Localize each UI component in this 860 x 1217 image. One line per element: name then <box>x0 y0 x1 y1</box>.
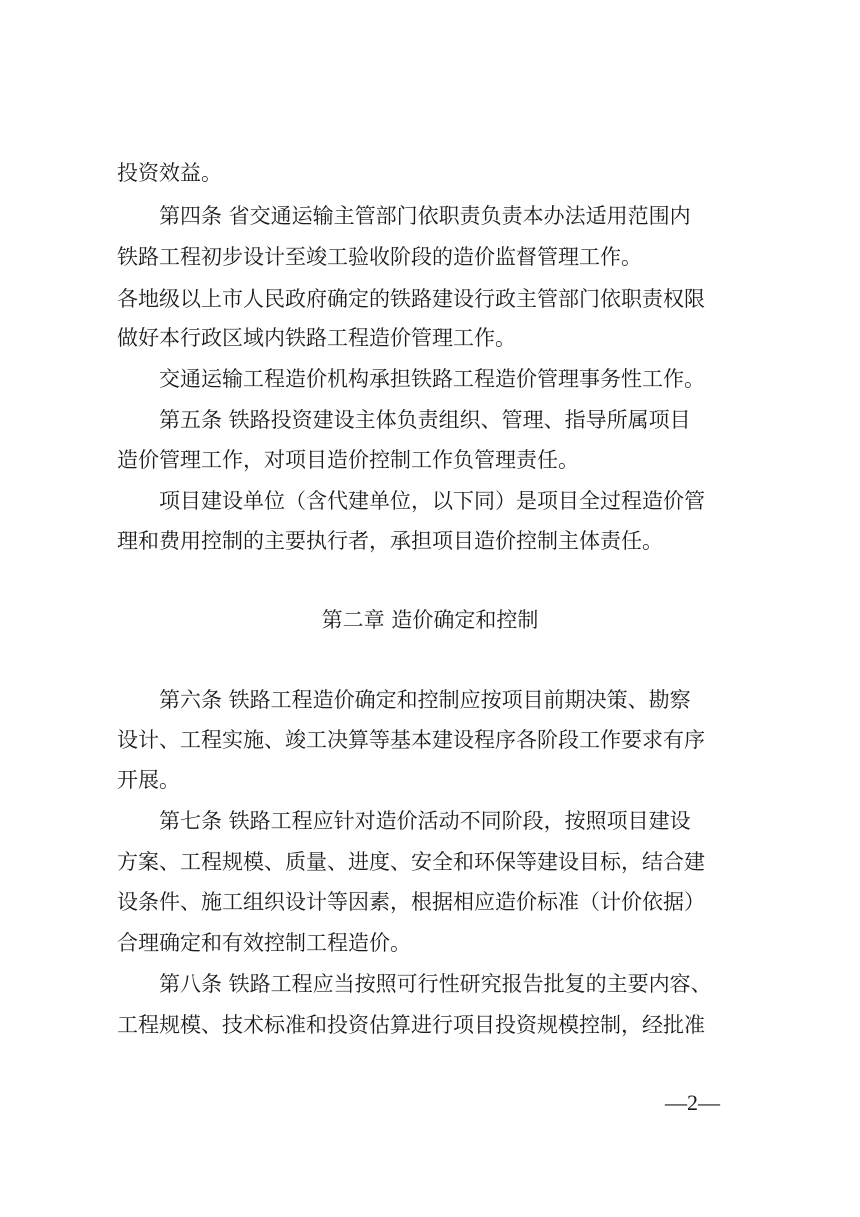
article-7-line: 第七条 铁路工程应针对造价活动不同阶段，按照项目建设 <box>159 809 691 833</box>
text-line: 项目建设单位（含代建单位，以下同）是项目全过程造价管 <box>159 489 705 513</box>
article-6-line: 第六条 铁路工程造价确定和控制应按项目前期决策、勘察 <box>159 688 691 712</box>
text-line: 设条件、施工组织设计等因素，根据相应造价标准（计价依据） <box>117 890 705 914</box>
chapter-heading: 第二章 造价确定和控制 <box>321 608 539 632</box>
text-line: 设计、工程实施、竣工决算等基本建设程序各阶段工作要求有序 <box>117 728 705 752</box>
text-line: 铁路工程初步设计至竣工验收阶段的造价监督管理工作。 <box>117 245 642 269</box>
text-line: 投资效益。 <box>117 161 222 185</box>
text-line: 工程规模、技术标准和投资估算进行项目投资规模控制，经批准 <box>117 1013 705 1037</box>
text-line: 开展。 <box>117 768 180 792</box>
article-5-line: 第五条 铁路投资建设主体负责组织、管理、指导所属项目 <box>159 408 691 432</box>
text-line: 造价管理工作，对项目造价控制工作负管理责任。 <box>117 448 579 472</box>
text-line: 做好本行政区域内铁路工程造价管理工作。 <box>117 326 516 350</box>
text-line: 理和费用控制的主要执行者，承担项目造价控制主体责任。 <box>117 529 663 553</box>
text-line: 合理确定和有效控制工程造价。 <box>117 931 411 955</box>
page-number: —2— <box>665 1090 720 1115</box>
text-line: 方案、工程规模、质量、进度、安全和环保等建设目标，结合建 <box>117 850 705 874</box>
text-line: 各地级以上市人民政府确定的铁路建设行政主管部门依职责权限 <box>117 287 705 311</box>
text-line: 交通运输工程造价机构承担铁路工程造价管理事务性工作。 <box>159 367 705 391</box>
article-4-line: 第四条 省交通运输主管部门依职责负责本办法适用范围内 <box>159 204 691 228</box>
article-8-line: 第八条 铁路工程应当按照可行性研究报告批复的主要内容、 <box>159 972 712 996</box>
